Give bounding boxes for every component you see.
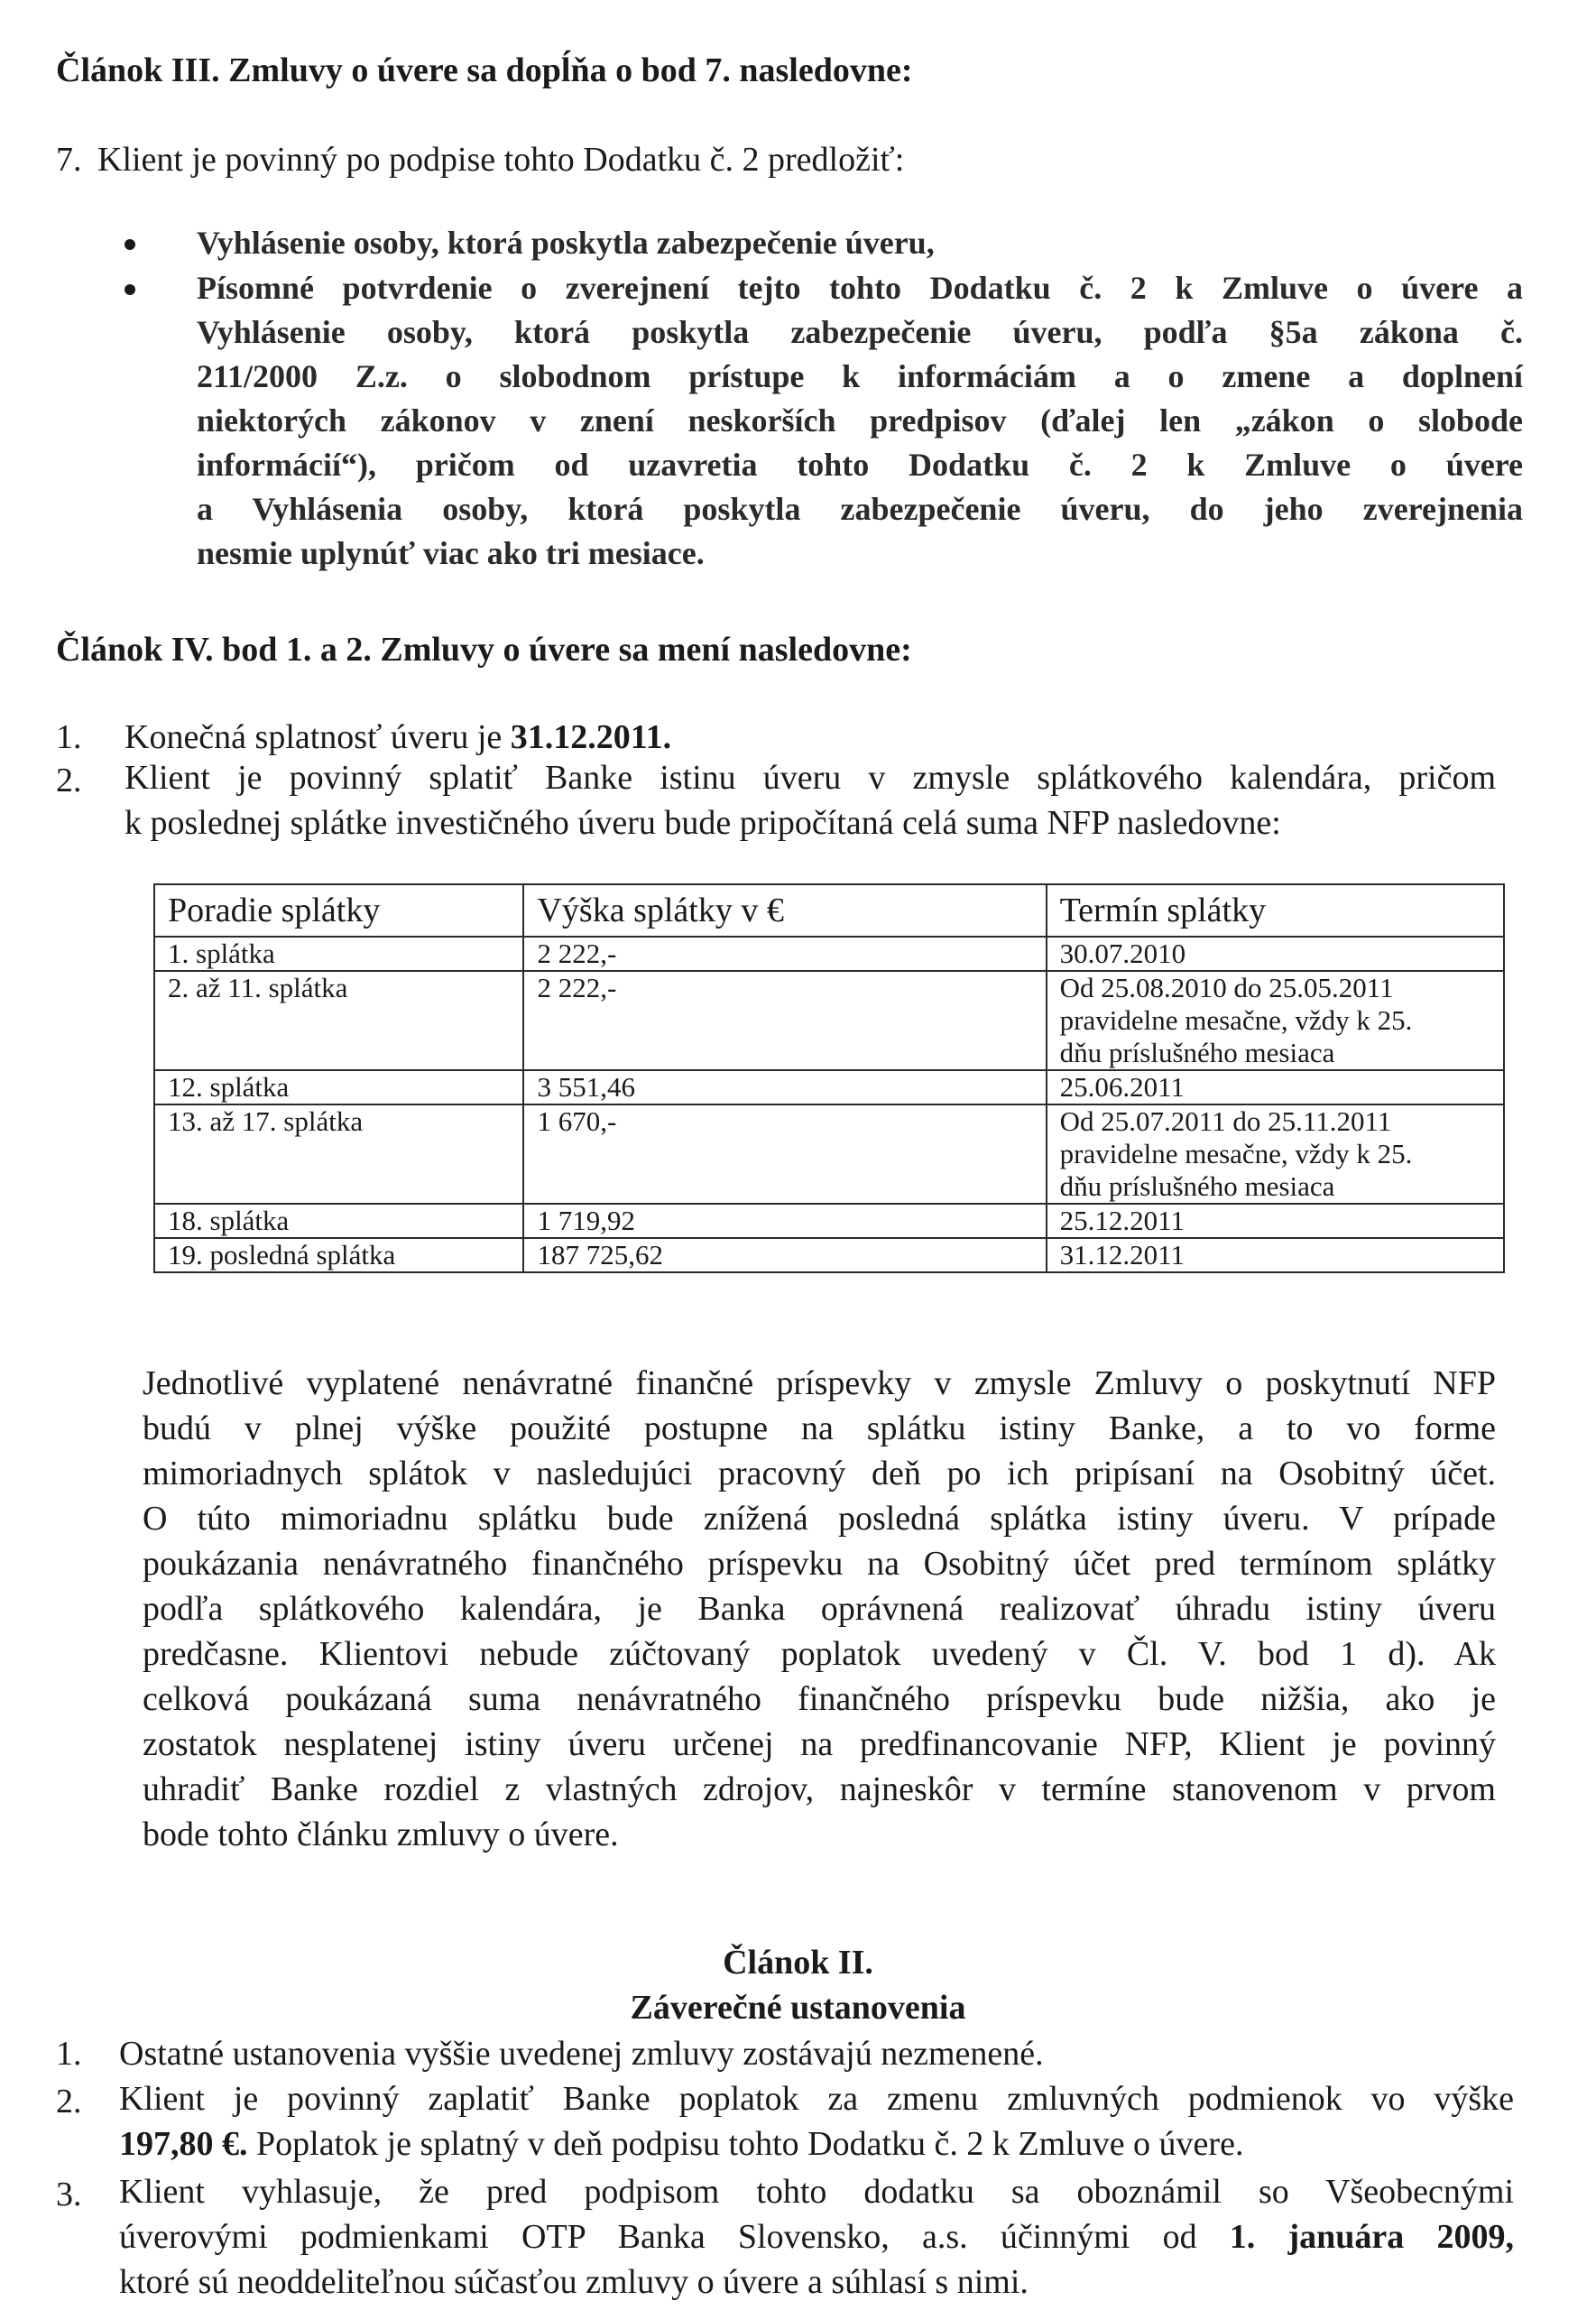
cell-term: Od 25.07.2011 do 25.11.2011 pravidelne mesačne, vždy k 25. dňu príslušného mesiaca xyxy=(1047,1104,1504,1204)
art4-point-1-number: 1. xyxy=(56,718,82,756)
bullet-icon xyxy=(125,284,135,295)
art2-point-2-number: 2. xyxy=(56,2083,82,2121)
cell-order: 1. splátka xyxy=(154,937,523,971)
article-2-subheading: Záverečné ustanovenia xyxy=(630,1989,966,2027)
bullet-icon xyxy=(125,239,135,250)
cell-term: Od 25.08.2010 do 25.05.2011 pravidelne mesačne, vždy k 25. dňu príslušného mesiaca xyxy=(1047,971,1504,1070)
article-3-heading: Článok III. Zmluvy o úvere sa dopĺňa o bod 7. nasledovne: xyxy=(56,51,913,89)
cell-amount: 187 725,62 xyxy=(523,1238,1046,1272)
art4-point-2-text: Klient je povinný splatiť Banke istinu úveru v zmysle splátkového kalendára, pričom k poslednej splátke investičného úveru bude pripočítaná celá suma NFP nasledovne: xyxy=(125,759,1496,842)
cell-order: 13. až 17. splátka xyxy=(154,1104,523,1204)
cell-amount: 3 551,46 xyxy=(523,1070,1046,1104)
cell-order: 2. až 11. splátka xyxy=(154,971,523,1070)
table-row xyxy=(154,1104,1504,1204)
table-row xyxy=(154,1238,1504,1272)
cell-amount: 2 222,- xyxy=(523,937,1046,971)
nfp-paragraph: Jednotlivé vyplatené nenávratné finančné príspevky v zmysle Zmluvy o poskytnutí NFP budú v plnej výške použité postupne na splátku istiny Banke, a to vo forme mimoriadnych splátok v nasledujúci pracovný deň po ich pripísaní na Osobitný účet. O túto mimoriadnu splátku bude znížená posledná splátka istiny úveru. V prípade poukázania nenávratného finančného príspevku na Osobitný účet pred termínom splátky podľa splátkového kalendára, je Banka oprávnená realizovať úhradu istiny úveru predčasne. Klientovi nebude zúčtovaný poplatok uvedený v Čl. V. bod 1 d). Ak celková poukázaná suma nenávratného finančného príspevku bude nižšia, ako je zostatok nesplatenej istiny úveru určenej na predfinancovanie NFP, Klient je povinný uhradiť Banke rozdiel z vlastných zdrojov, najneskôr v termíne stanovenom v prvom bode tohto článku zmluvy o úvere. xyxy=(143,1364,1496,1853)
article-4-heading: Článok IV. bod 1. a 2. Zmluvy o úvere sa mení nasledovne: xyxy=(56,631,912,669)
cell-term: 25.06.2011 xyxy=(1047,1070,1504,1104)
cell-term: 30.07.2010 xyxy=(1047,937,1504,971)
effective-date: 1. januára 2009, xyxy=(1229,2218,1514,2256)
cell-amount: 1 719,92 xyxy=(523,1204,1046,1238)
cell-order: 12. splátka xyxy=(154,1070,523,1104)
art3-point-text: Klient je povinný po podpise tohto Dodatku č. 2 predložiť: xyxy=(97,141,905,179)
cell-term: 25.12.2011 xyxy=(1047,1204,1504,1238)
column-header-order: Poradie splátky xyxy=(154,884,523,937)
cell-amount: 2 222,- xyxy=(523,971,1046,1070)
art3-bullet-1: Vyhlásenie osoby, ktorá poskytla zabezpečenie úveru, xyxy=(197,225,935,261)
maturity-date: 31.12.2011. xyxy=(510,718,672,756)
art4-point-2-number: 2. xyxy=(56,762,82,799)
cell-order: 18. splátka xyxy=(154,1204,523,1238)
table-row xyxy=(154,937,1504,971)
art4-point-1-text: Konečná splatnosť úveru je 31.12.2011. xyxy=(125,718,672,756)
column-header-amount: Výška splátky v € xyxy=(523,884,1046,937)
table-header-row xyxy=(154,884,1504,937)
art3-point-number: 7. xyxy=(56,141,82,179)
art2-point-3-number: 3. xyxy=(56,2176,82,2213)
column-header-term: Termín splátky xyxy=(1047,884,1504,937)
cell-term: 31.12.2011 xyxy=(1047,1238,1504,1272)
art3-bullet-2: Písomné potvrdenie o zverejnení tejto tohto Dodatku č. 2 k Zmluve o úvere a Vyhlásenie osoby, ktorá poskytla zabezpečenie úveru, podľa §5a zákona č. 211/2000 Z.z. o slobodnom prístupe k informáciám a o zmene a doplnení niektorých zákonov v znení neskorších predpisov (ďalej len „zákon o slobode informácií“), pričom od uzavretia tohto Dodatku č. 2 k Zmluve o úvere a Vyhlásenia osoby, ktorá poskytla zabezpečenie úveru, do jeho zverejnenia nesmie uplynúť viac ako tri mesiace. xyxy=(197,270,1523,571)
cell-order: 19. posledná splátka xyxy=(154,1238,523,1272)
fee-amount: 197,80 €. xyxy=(119,2125,248,2163)
art2-point-1-number: 1. xyxy=(56,2035,82,2073)
art2-point-3-text: Klient vyhlasuje, že pred podpisom tohto dodatku sa oboznámil so Všeobecnými úverovými podmienkami OTP Banka Slovensko, a.s. účinnými od 1. januára 2009, ktoré sú neoddeliteľnou súčasťou zmluvy o úvere a súhlasí s nimi. xyxy=(119,2173,1514,2301)
cell-amount: 1 670,- xyxy=(523,1104,1046,1204)
table-row xyxy=(154,1204,1504,1238)
art2-point-1-text: Ostatné ustanovenia vyššie uvedenej zmluvy zostávajú nezmenené. xyxy=(119,2035,1044,2073)
table-row xyxy=(154,1070,1504,1104)
repayment-schedule-table xyxy=(153,883,1505,1273)
table-row xyxy=(154,971,1504,1070)
article-2-heading: Článok II. xyxy=(723,1944,873,1982)
art2-point-2-text: Klient je povinný zaplatiť Banke poplatok za zmenu zmluvných podmienok vo výške 197,80 €. Poplatok je splatný v deň podpisu tohto Dodatku č. 2 k Zmluve o úvere. xyxy=(119,2080,1514,2163)
